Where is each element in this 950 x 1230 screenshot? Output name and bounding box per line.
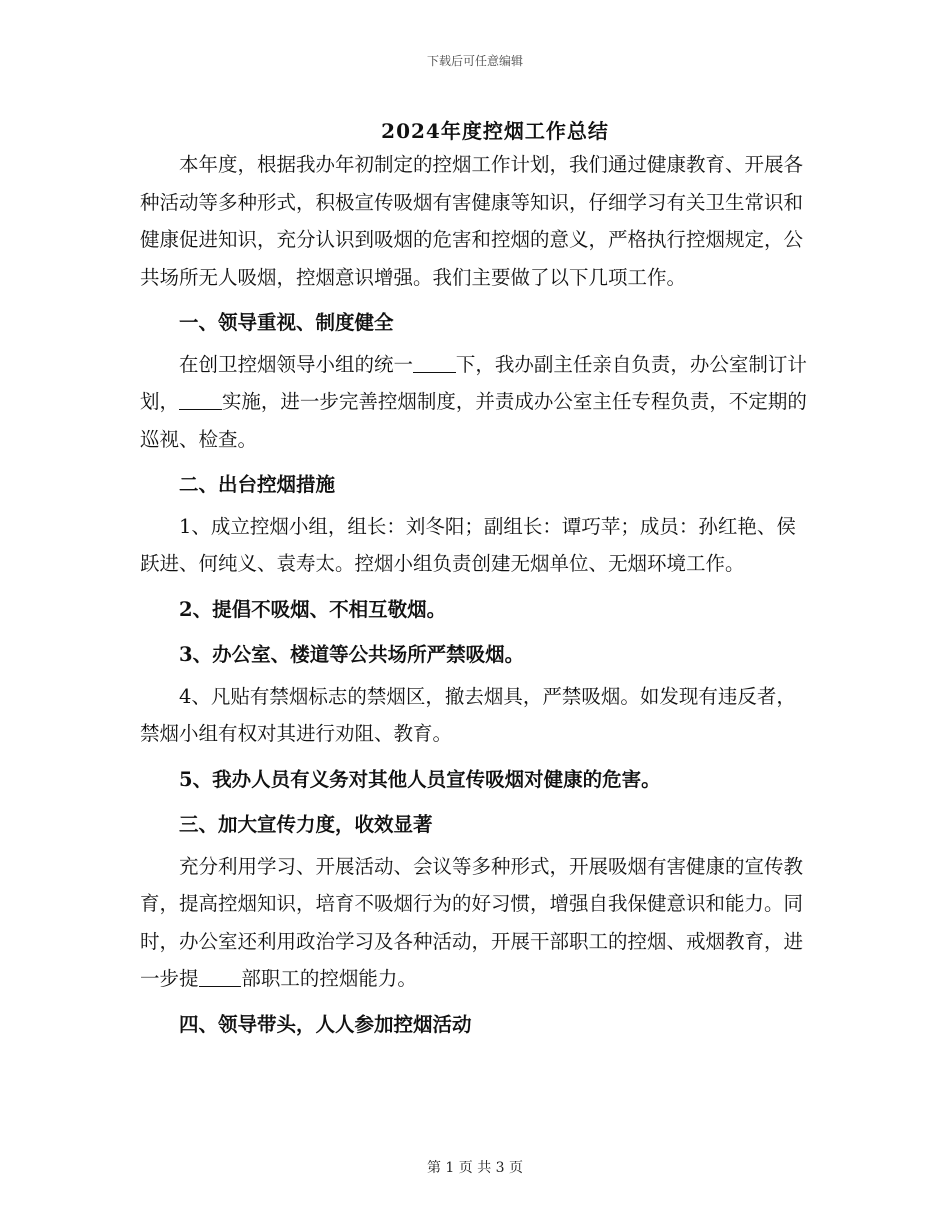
section-3-text-b: 部职工的控烟能力。 <box>241 967 417 990</box>
document-title: 2024年度控烟工作总结 <box>381 119 609 143</box>
intro-paragraph: 本年度，根据我办年初制定的控烟工作计划，我们通过健康教育、开展各种活动等多种形式，积极宣传吸烟有害健康等知识，仔细学习有关卫生常识和健康促进知识，充分认识到吸烟的危害和控烟的意义，严格执行控烟规定，公共场所无人吸烟，控烟意识增强。我们主要做了以下几项工作。 <box>140 153 804 289</box>
measure-1-paragraph: 1、成立控烟小组，组长：刘冬阳；副组长：谭巧苹；成员：孙红艳、侯跃进、何纯义、袁寿太。控烟小组负责创建无烟单位、无烟环境工作。 <box>140 514 796 575</box>
section-1-paragraph <box>140 346 810 459</box>
measure-2-heading: 2、提倡不吸烟、不相互敬烟。 <box>179 597 447 621</box>
blank-underline <box>199 967 242 988</box>
section-1-text-a: 在创卫控烟领导小组的统一 <box>179 352 414 376</box>
blank-underline <box>413 352 456 373</box>
measure-5-heading: 5、我办人员有义务对其他人员宣传吸烟对健康的危害。 <box>179 767 661 791</box>
section-heading-2: 二、出台控烟措施 <box>179 473 336 496</box>
section-3-text-a: 充分利用学习、开展活动、会议等多种形式，开展吸烟有害健康的宣传教育，提高控烟知识，培育不吸烟行为的好习惯，增强自我保健意识和能力。同时，办公室还利用政治学习及各种活动，开展干部职工的控烟、戒烟教育，进一步提 <box>140 854 804 990</box>
section-3-paragraph <box>140 848 810 998</box>
section-1-text-b: 下，我办副主任亲自负责，办公室制订计划， <box>140 352 807 413</box>
measure-4-paragraph: 4、凡贴有禁烟标志的禁烟区，撤去烟具，严禁吸烟。如发现有违反者，禁烟小组有权对其进行劝阻、教育。 <box>140 684 796 745</box>
section-heading-4: 四、领导带头，人人参加控烟活动 <box>179 1012 472 1036</box>
measure-3-heading: 3、办公室、楼道等公共场所严禁吸烟。 <box>179 643 525 666</box>
document-body <box>140 146 810 1047</box>
section-heading-3: 三、加大宣传力度，收效显著 <box>179 813 433 836</box>
header-note: 下载后可任意编辑 <box>426 54 523 68</box>
section-1-text-c: 实施，进一步完善控烟制度，并责成办公室主任专程负责，不定期的巡视、检查。 <box>140 390 807 451</box>
page-footer: 第 1 页 共 3 页 <box>426 1160 524 1176</box>
blank-underline <box>179 390 222 411</box>
section-heading-1: 一、领导重视、制度健全 <box>179 311 394 334</box>
